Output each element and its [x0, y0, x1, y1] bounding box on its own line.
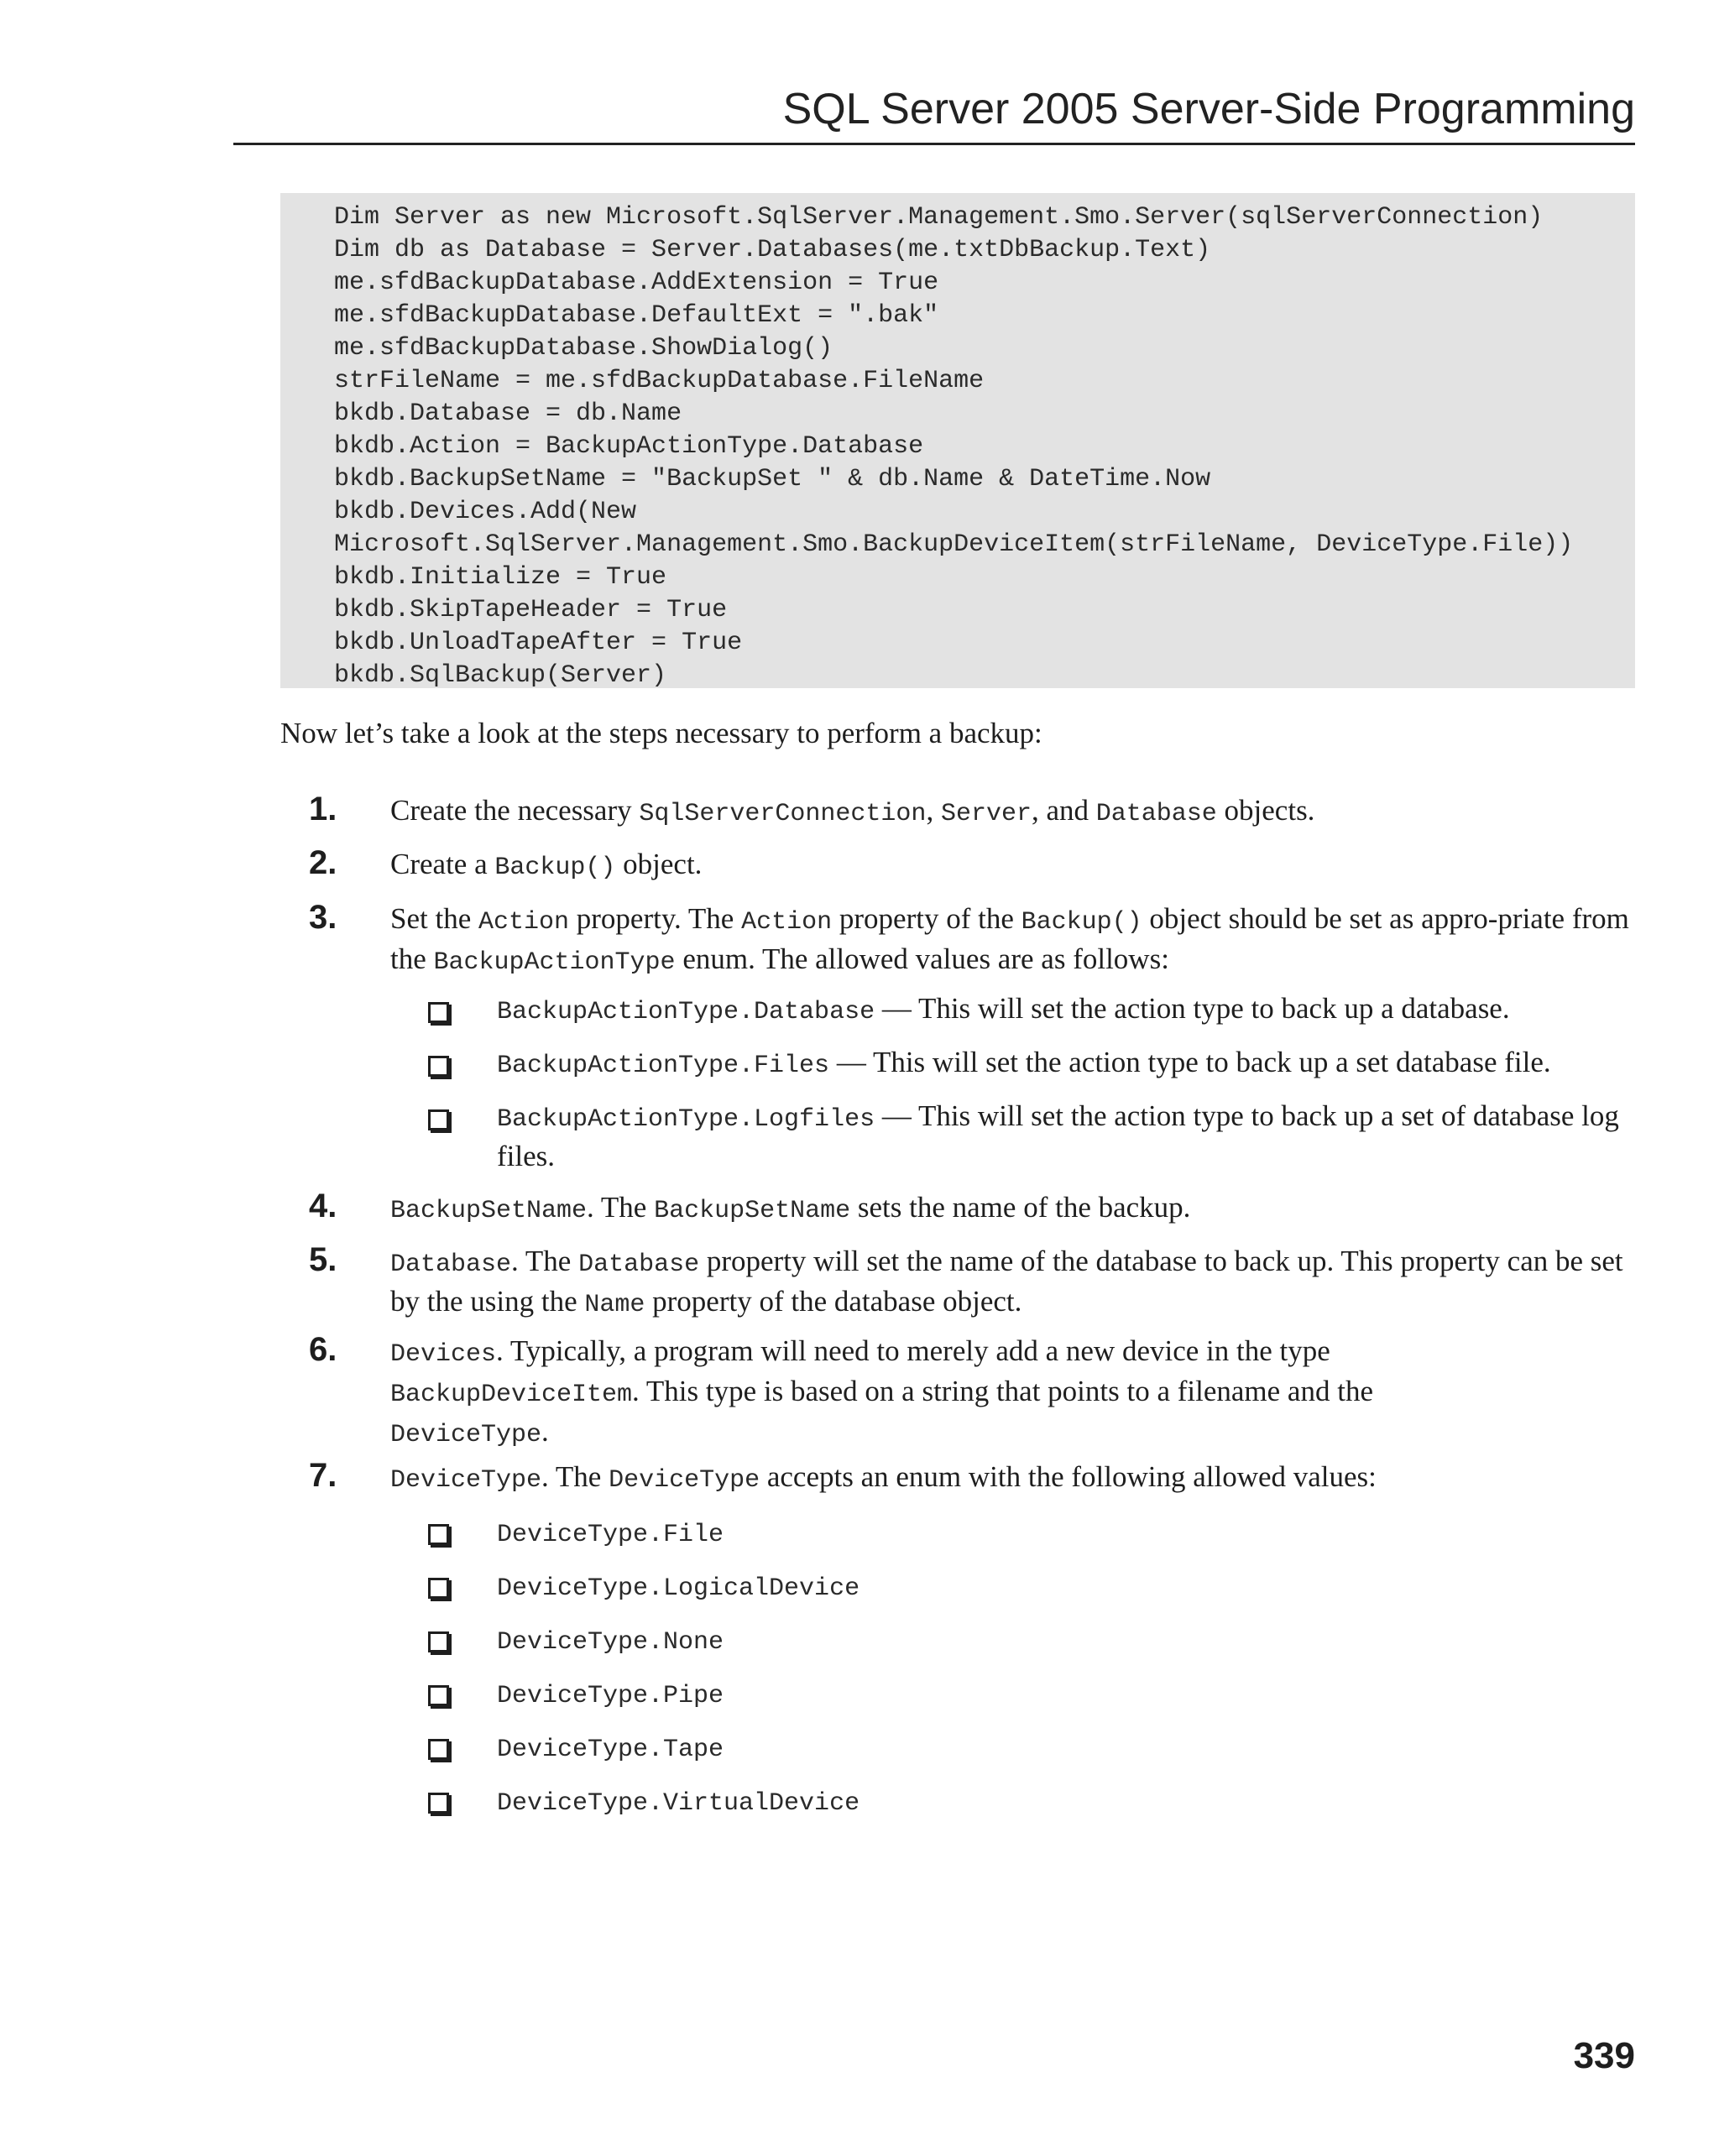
code-line: bkdb.SkipTapeHeader = True: [334, 596, 728, 624]
step-number: 4.: [309, 1188, 337, 1224]
code-line: bkdb.Initialize = True: [334, 563, 667, 592]
action-type-item: BackupActionType.Database — This will set the action type to back up a database.: [497, 992, 1510, 1026]
step-text: BackupSetName. The BackupSetName sets the name of the backup.: [390, 1191, 1191, 1225]
step-number: 6.: [309, 1331, 337, 1368]
step-number: 1.: [309, 791, 337, 827]
checkbox-bullet-icon: [428, 1631, 449, 1652]
device-type-item: DeviceType.File: [497, 1521, 724, 1549]
step-text: Database. The Database property will set the name of the database to back up. This property can be set by the using the Name property of the database object.: [390, 1245, 1623, 1319]
code-line: bkdb.Database = db.Name: [334, 399, 682, 428]
device-type-item: DeviceType.LogicalDevice: [497, 1574, 860, 1603]
checkbox-bullet-icon: [428, 1685, 449, 1706]
page-number: 339: [1573, 2035, 1635, 2076]
step-number: 7.: [309, 1457, 337, 1494]
action-type-item: BackupActionType.Files — This will set the action type to back up a set database file.: [497, 1046, 1551, 1080]
step-number: 2.: [309, 844, 337, 881]
checkbox-bullet-icon: [428, 1739, 449, 1760]
code-line: bkdb.Devices.Add(New: [334, 498, 637, 526]
device-type-item: DeviceType.VirtualDevice: [497, 1789, 860, 1818]
code-line: me.sfdBackupDatabase.DefaultExt = ".bak": [334, 301, 939, 330]
code-line: me.sfdBackupDatabase.ShowDialog(): [334, 334, 833, 363]
checkbox-bullet-icon: [428, 1578, 449, 1599]
device-type-item: DeviceType.Tape: [497, 1736, 724, 1764]
code-line: Dim db as Database = Server.Databases(me.txtDbBackup.Text): [334, 236, 1211, 264]
code-line: me.sfdBackupDatabase.AddExtension = True: [334, 269, 939, 297]
step-text: Create a Backup() object.: [390, 848, 703, 882]
intro-paragraph: Now let’s take a look at the steps necessary to perform a backup:: [280, 717, 1042, 749]
step-number: 3.: [309, 899, 337, 936]
action-type-item: BackupActionType.Logfiles — This will set the action type to back up a set of database log files.: [497, 1099, 1619, 1172]
checkbox-bullet-icon: [428, 1002, 449, 1023]
code-line: bkdb.SqlBackup(Server): [334, 661, 667, 690]
running-header-title: SQL Server 2005 Server-Side Programming: [782, 85, 1635, 133]
code-line: bkdb.UnloadTapeAfter = True: [334, 629, 743, 657]
step-text: Set the Action property. The Action property of the Backup() object should be set as appro-priate from the BackupActionType enum. The allowed values are as follows:: [390, 902, 1629, 977]
step-text: Create the necessary SqlServerConnection, Server, and Database objects.: [390, 794, 1315, 828]
code-line: strFileName = me.sfdBackupDatabase.FileName: [334, 367, 985, 395]
step-text: Devices. Typically, a program will need to merely add a new device in the type BackupDeviceItem. This type is based on a string that points to a filename and the DeviceType.: [390, 1334, 1373, 1449]
code-line: bkdb.Action = BackupActionType.Database: [334, 432, 924, 461]
checkbox-bullet-icon: [428, 1056, 449, 1077]
step-text: DeviceType. The DeviceType accepts an enum with the following allowed values:: [390, 1460, 1377, 1495]
checkbox-bullet-icon: [428, 1793, 449, 1814]
device-type-item: DeviceType.Pipe: [497, 1682, 724, 1710]
header-rule: [233, 143, 1635, 145]
device-type-item: DeviceType.None: [497, 1628, 724, 1657]
step-number: 5.: [309, 1241, 337, 1278]
code-line: Dim Server as new Microsoft.SqlServer.Management.Smo.Server(sqlServerConnection): [334, 203, 1544, 232]
code-line: bkdb.BackupSetName = "BackupSet " & db.Name & DateTime.Now: [334, 465, 1211, 493]
checkbox-bullet-icon: [428, 1524, 449, 1545]
code-line: Microsoft.SqlServer.Management.Smo.BackupDeviceItem(strFileName, DeviceType.File)): [334, 530, 1574, 559]
code-listing: [280, 193, 1635, 688]
checkbox-bullet-icon: [428, 1109, 449, 1130]
